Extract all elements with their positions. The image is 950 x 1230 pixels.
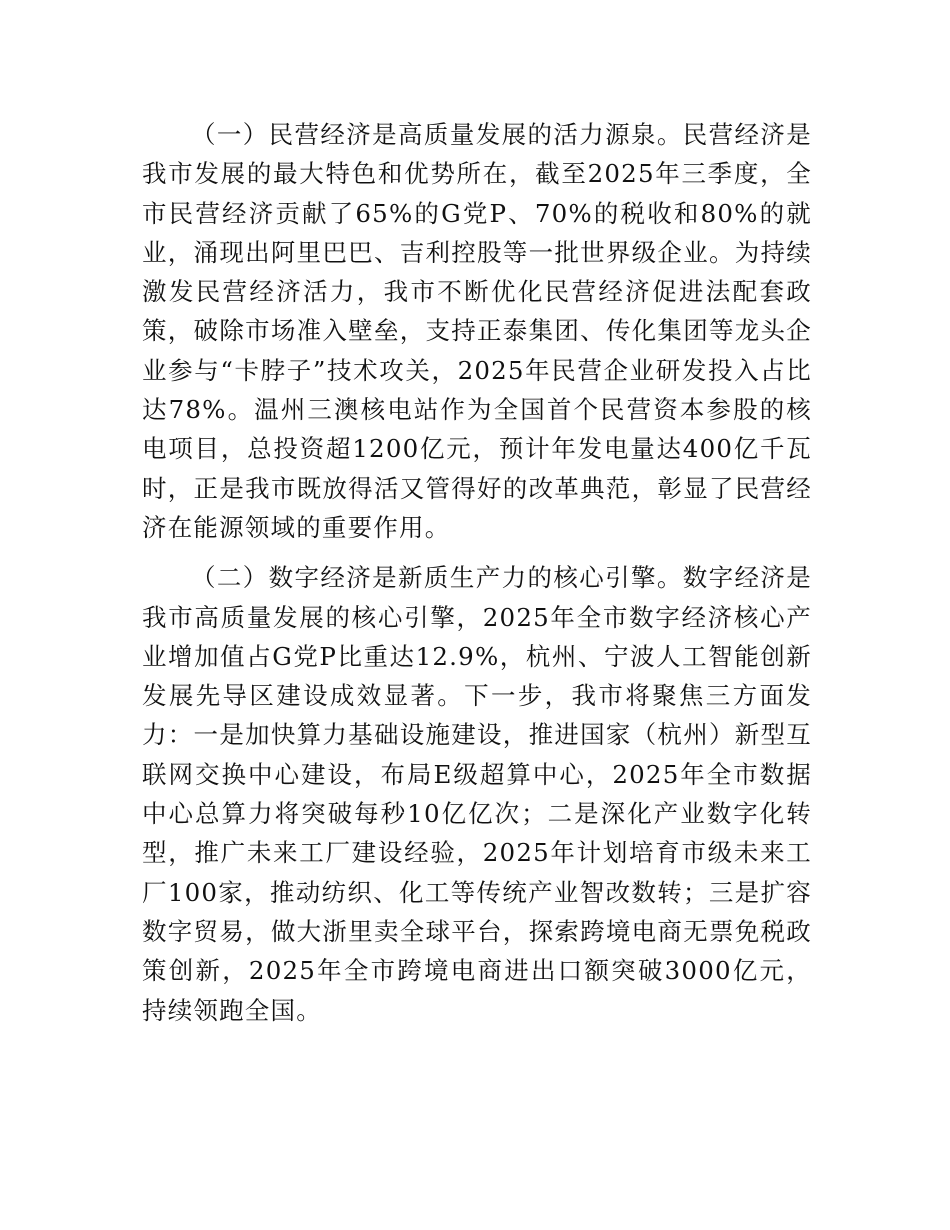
paragraph-private-economy: （一）民营经济是高质量发展的活力源泉。民营经济是我市发展的最大特色和优势所在，截至2025年三季度，全市民营经济贡献了65%的G党P、70%的税收和80%的就业，涌现出阿里巴巴、吉利控股等一批世界级企业。为持续激发民营经济活力，我市不断优化民营经济促进法配套政策，破除市场准入壁垒，支持正泰集团、传化集团等龙头企业参与“卡脖子”技术攻关，2025年民营企业研发投入占比达78%。温州三澳核电站作为全国首个民营资本参股的核电项目，总投资超1200亿元，预计年发电量达400亿千瓦时，正是我市既放得活又管得好的改革典范，彰显了民营经济在能源领域的重要作用。 [142, 120, 812, 542]
document-body [142, 115, 812, 1030]
paragraph-digital-economy: （二）数字经济是新质生产力的核心引擎。数字经济是我市高质量发展的核心引擎，2025年全市数字经济核心产业增加值占G党P比重达12.9%，杭州、宁波人工智能创新发展先导区建设成效显著。下一步，我市将聚焦三方面发力：一是加快算力基础设施建设，推进国家（杭州）新型互联网交换中心建设，布局E级超算中心，2025年全市数据中心总算力将突破每秒10亿亿次；二是深化产业数字化转型，推广未来工厂建设经验，2025年计划培育市级未来工厂100家，推动纺织、化工等传统产业智改数转；三是扩容数字贸易，做大浙里卖全球平台，探索跨境电商无票免税政策创新，2025年全市跨境电商进出口额突破3000亿元，持续领跑全国。 [142, 563, 813, 1025]
